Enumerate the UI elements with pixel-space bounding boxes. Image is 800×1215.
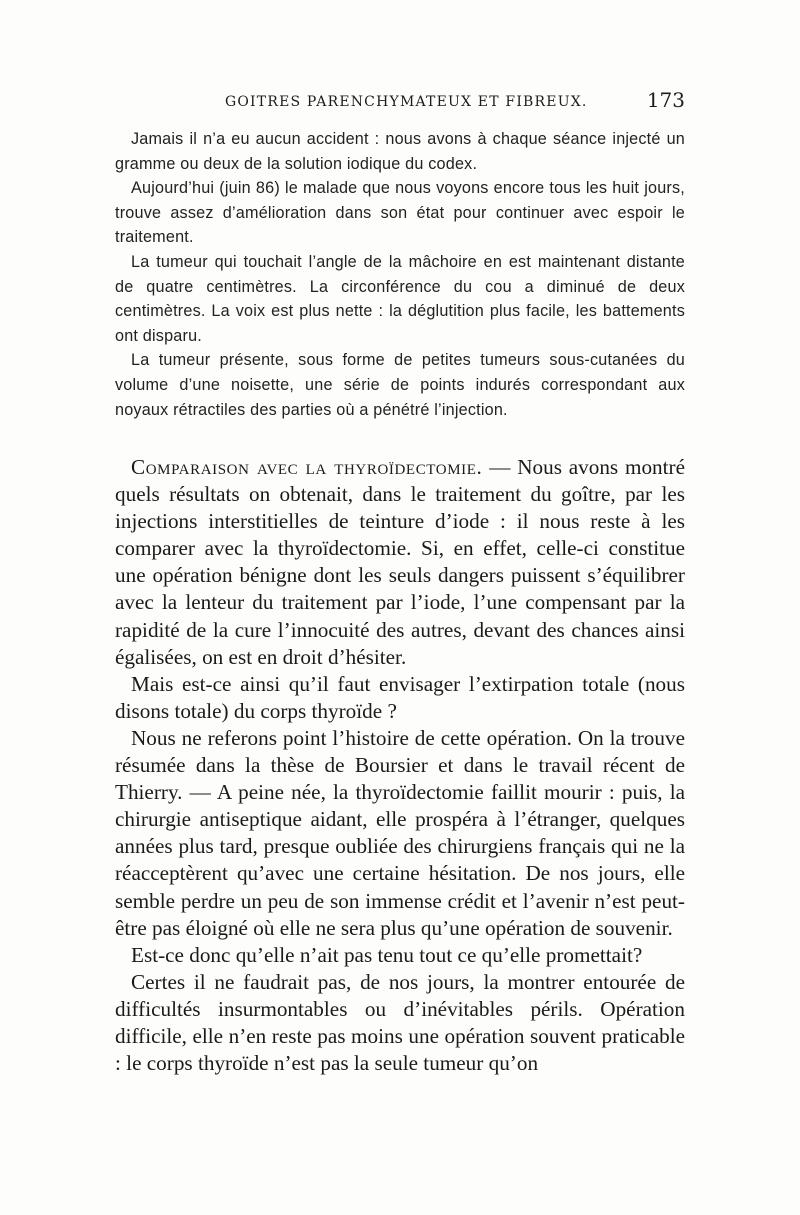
running-head: GOITRES PARENCHYMATEUX ET FIBREUX. — [225, 94, 588, 110]
case-paragraph: Aujourd’hui (juin 86) le malade que nous voyons encore tous les huit jours, trouve assez d’amélioration dans son état pour continuer avec espoir le traitement. — [115, 179, 685, 247]
page-header — [115, 88, 685, 118]
case-paragraph: Jamais il n’a eu aucun accident : nous avons à chaque séance injecté un gramme ou deux de la solution iodique du codex. — [115, 130, 685, 173]
section-opening-paragraph — [115, 454, 685, 671]
body-paragraph: Certes il ne faudrait pas, de nos jours, la montrer entourée de difficultés insurmontables ou d’inévitables périls. Opération difficile, elle n’en reste pas moins une opération souvent praticable : le corps thyroïde n’est pas la seule tumeur qu’on — [115, 969, 685, 1076]
case-report-block — [115, 127, 685, 422]
body-paragraph: Mais est-ce ainsi qu’il faut envisager l’extirpation totale (nous disons totale) du corps thyroïde ? — [115, 671, 685, 723]
comparison-section — [115, 454, 685, 1077]
section-opening-text: — Nous avons montré quels résultats on obtenait, dans le traitement du goître, par les injections interstitielles de teinture d’iode : il nous reste à les comparer avec la thyroïdectomie. Si, en effet, celle-ci constitue une opération bénigne dont les seuls dangers puissent s’équilibrer avec la lenteur du traitement par l’iode, l’une compensant par la rapidité de la cure l’innocuité des autres, devant des chances ainsi égalisées, on est en droit d’hésiter. — [115, 455, 685, 669]
section-heading: Comparaison avec la thyroïdectomie. — [131, 455, 483, 479]
page-number: 173 — [646, 88, 685, 112]
body-paragraph: Est-ce donc qu’elle n’ait pas tenu tout ce qu’elle promettait? — [131, 942, 643, 967]
case-paragraph: La tumeur présente, sous forme de petites tumeurs sous-cutanées du volume d’une noisette, une série de points indurés correspondant aux noyaux rétractiles des parties où a pénétré l’injection. — [115, 351, 685, 419]
body-paragraph: Nous ne referons point l’histoire de cette opération. On la trouve résumée dans la thèse de Boursier et dans le travail récent de Thierry. — A peine née, la thyroïdectomie faillit mourir : puis, la chirurgie antiseptique aidant, elle prospéra à l’étranger, quelques années plus tard, presque oubliée des chirurgiens français qui ne la réacceptèrent qu’avec une certaine hésitation. De nos jours, elle semble perdre un peu de son immense crédit et l’avenir n’est peut-être pas éloigné où elle ne sera plus qu’une opération de souvenir. — [115, 725, 685, 940]
case-paragraph: La tumeur qui touchait l’angle de la mâchoire en est maintenant distante de quatre centimètres. La circonférence du cou a diminué de deux centimètres. La voix est plus nette : la déglutition plus facile, les battements ont disparu. — [115, 252, 685, 345]
